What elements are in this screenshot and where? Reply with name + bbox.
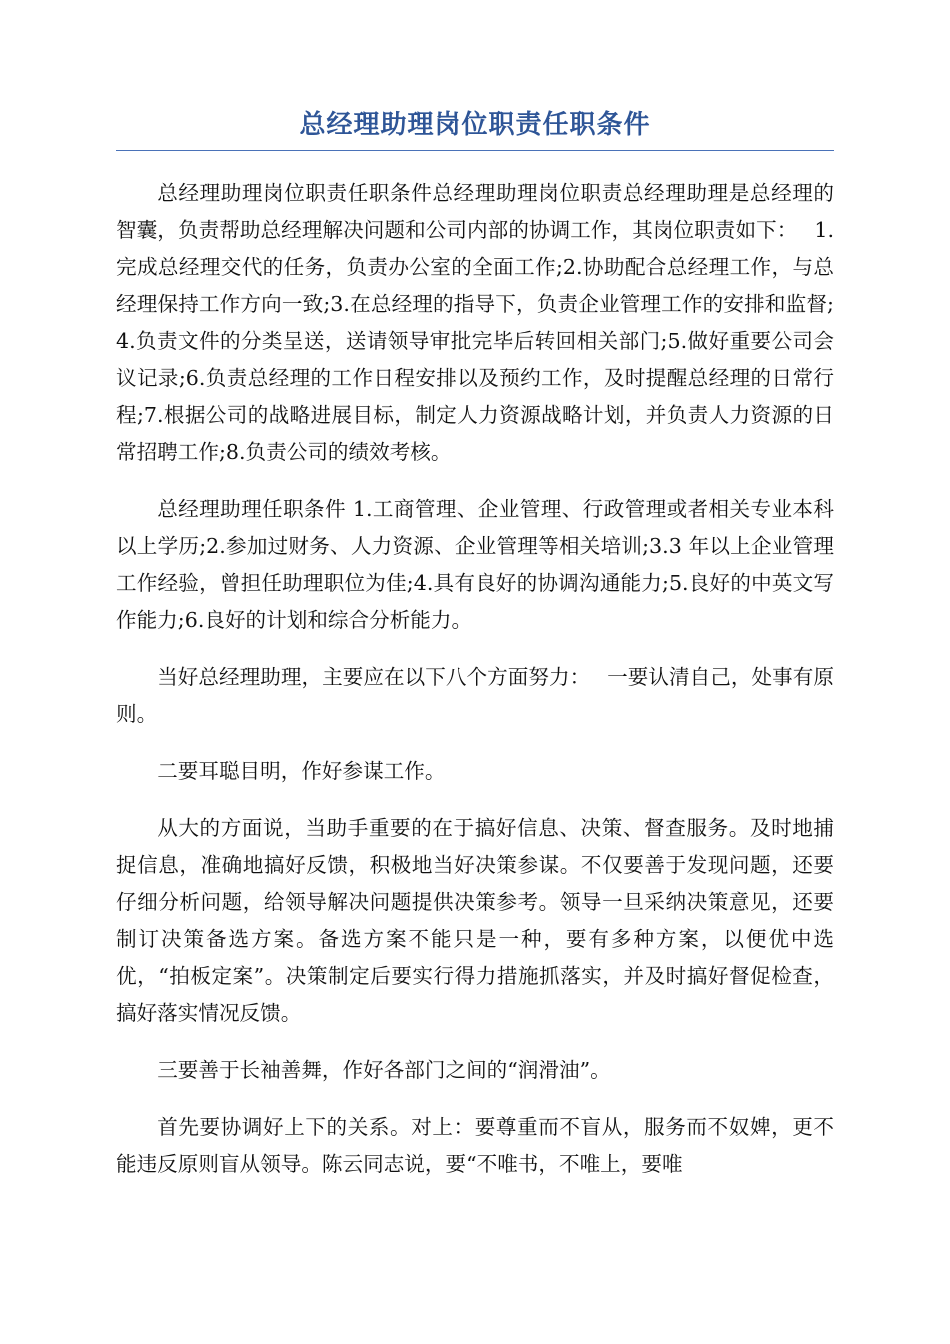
paragraph-point-three: 三要善于长袖善舞，作好各部门之间的“润滑油”。 xyxy=(157,1058,611,1082)
title-underline xyxy=(116,150,834,151)
paragraph-qualifications: 总经理助理任职条件 1.工商管理、企业管理、行政管理或者相关专业本科以上学历;2.参加过财务、人力资源、企业管理等相关培训;3.3 年以上企业管理工作经验，曾担任助理职位为佳;4.具有良好的协调沟通能力;5.良好的中英文写作能力;6.良好的计划和综合分析能力。 xyxy=(116,497,834,632)
paragraph-job-duties: 总经理助理岗位职责任职条件总经理助理岗位职责总经理助理是总经理的智囊，负责帮助总经理解决问题和公司内部的协调工作，其岗位职责如下： 1.完成总经理交代的任务，负责办公室的全面工作;2.协助配合总经理工作，与总经理保持工作方向一致;3.在总经理的指导下，负责企业管理工作的安排和监督;4.负责文件的分类呈送，送请领导审批完毕后转回相关部门;5.做好重要公司会议记录;6.负责总经理的工作日程安排以及预约工作，及时提醒总经理的日常行程;7.根据公司的战略进展目标，制定人力资源战略计划，并负责人力资源的日常招聘工作;8.负责公司的绩效考核。 xyxy=(116,181,834,464)
paragraph-point-two: 二要耳聪目明，作好参谋工作。 xyxy=(157,759,446,783)
paragraph-decision-support: 从大的方面说，当助手重要的在于搞好信息、决策、督查服务。及时地捕捉信息，准确地搞好反馈，积极地当好决策参谋。不仅要善于发现问题，还要仔细分析问题，给领导解决问题提供决策参考。领导一旦采纳决策意见，还要制订决策备选方案。备选方案不能只是一种，要有多种方案，以便优中选优，“拍板定案”。决策制定后要实行得力措施抓落实，并及时搞好督促检查，搞好落实情况反馈。 xyxy=(116,816,834,1025)
document-title: 总经理助理岗位职责任职条件 xyxy=(299,110,651,140)
document-page xyxy=(116,108,834,1203)
paragraph-point-one: 当好总经理助理，主要应在以下八个方面努力： 一要认清自己，处事有原则。 xyxy=(116,665,834,726)
paragraph-coordination: 首先要协调好上下的关系。对上：要尊重而不盲从，服务而不奴婢，更不能违反原则盲从领导。陈云同志说，要“不唯书，不唯上，要唯 xyxy=(116,1115,834,1176)
